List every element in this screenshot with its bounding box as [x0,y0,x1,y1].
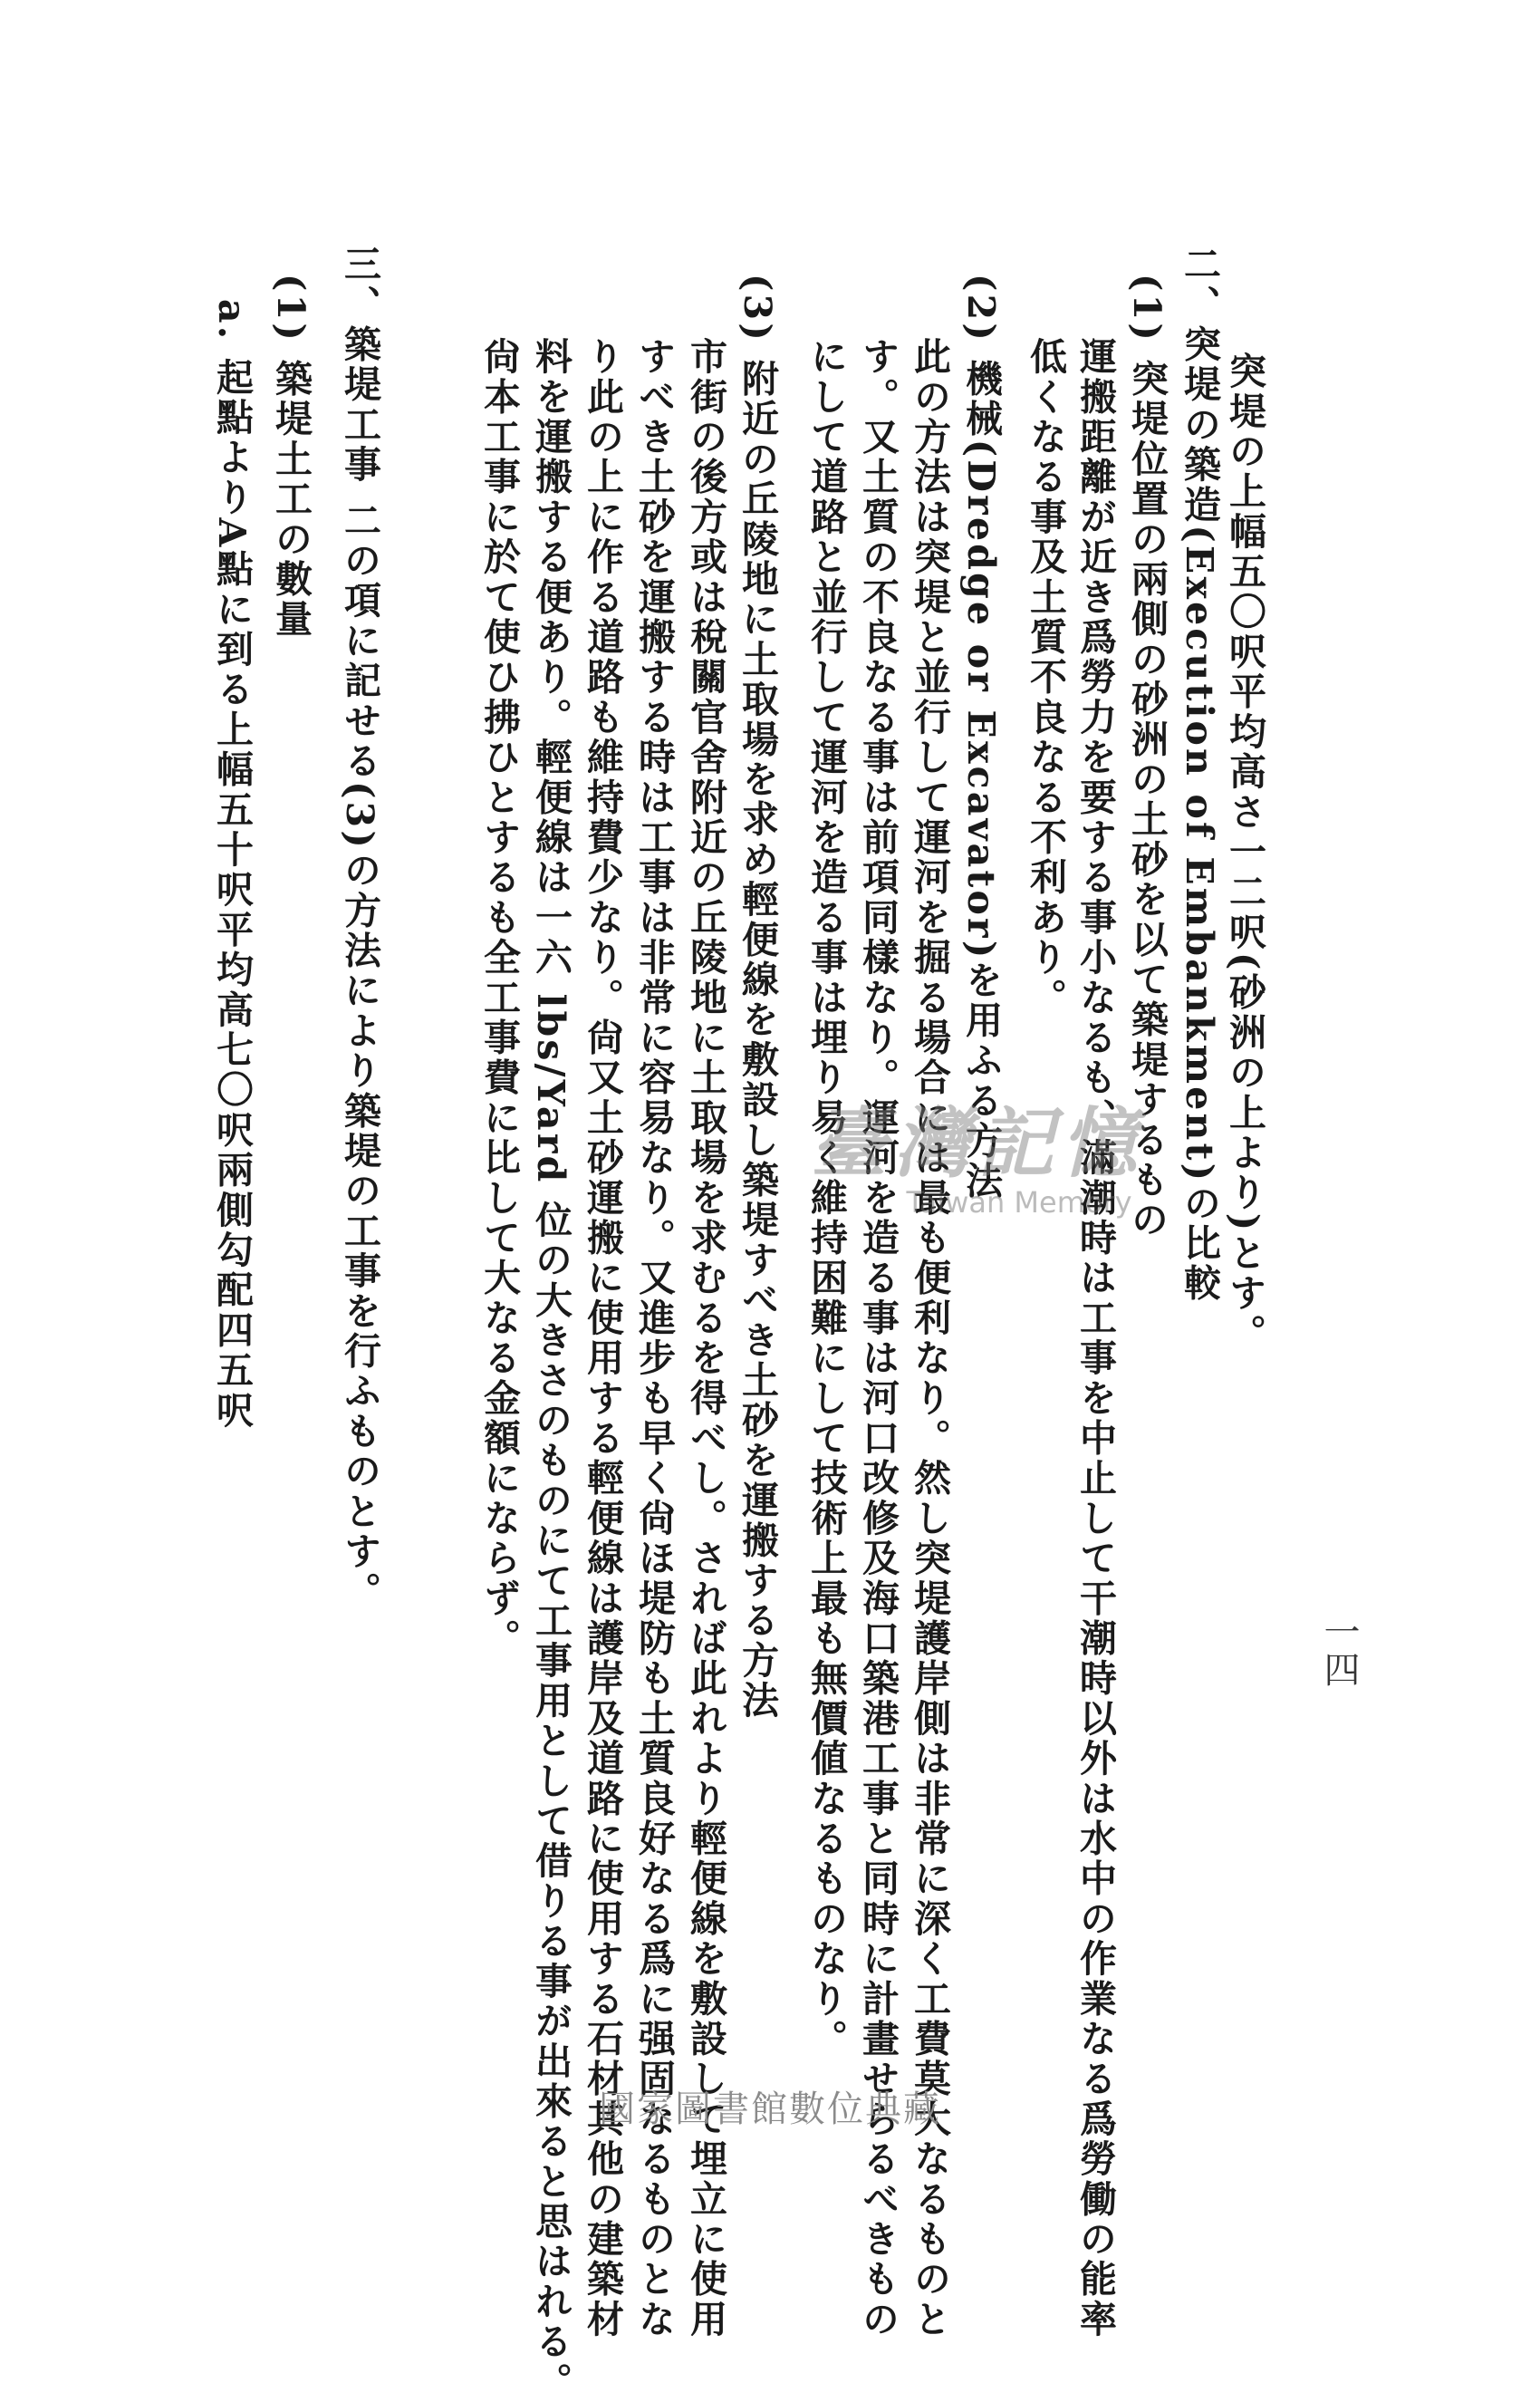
text-column-12: すべき土砂を運搬する時は工事は非常に容易なり。又進步も早く尙ほ堤防も土質良好なる爲に强固なるものとな [632,337,676,2339]
text-column-10: (3) 附近の丘陵地に土取場を求め輕便線を敷設し築堤すべき土砂を運搬する方法 [736,274,779,1722]
section-heading-2: 二、突堤の築造(Execution of Embankment)の比較 [1178,245,1221,1304]
section-heading-3: 三、築堤工事 二の項に記せる(3)の方法により築堤の工事を行ふものとす。 [338,245,381,1612]
text-column-14: 料を運搬する便あり。輕便線は一六 lbs/Yard 位の大きさのものにて工事用として借りる事が出來ると思はれる。 [529,337,573,2402]
text-column-3: (1) 突堤位置の兩側の砂洲の土砂を以て築堤するもの [1125,274,1169,1240]
text-column-18: a. 起點よりA點に到る上幅五十呎平均高七〇呎兩側勾配四五呎 [210,299,254,1431]
text-column-11: 市街の後方或は稅關官舍附近の丘陵地に土取場を求むるを得べし。されば此れより輕便線を敷設して埋立に使用 [684,337,727,2339]
watermark-logo-text: 臺灣記憶 [811,1098,1145,1188]
watermark-english-text: Taiwan Memory [906,1185,1132,1220]
footer-credit: 國家圖書館數位典藏 [599,2088,941,2130]
text-column-9: にして道路と並行して運河を造る事は埋り易く維持困難にして技術上最も無價値なるものなり。 [804,337,848,2060]
page-number: 一四 [1318,1613,1360,1689]
watermark [811,1083,1227,1255]
text-column-6: (2) 機械(Dredge or Excavator)を用ふる方法 [959,274,1003,1201]
text-column-8: す。又土質の不良なる事は前項同樣なり。運河を造る事は河口改修及海口築港工事と同時に計畫せらるべきもの [856,337,900,2339]
text-column-7: 此の方法は突堤と並行して運河を掘る場合には最も便利なり。然し突堤護岸側は非常に深く工費莫大なるものと [908,337,951,2339]
text-column-17: (1) 築堤土工の數量 [269,274,313,640]
text-column-5: 低くなる事及土質不良なる不利あり。 [1024,337,1067,1018]
text-column-1: 突堤の上幅五〇呎平均高さ一二呎(砂洲の上より)とす。 [1223,352,1266,1354]
text-column-4: 運搬距離が近き爲勞力を要する事小なるも、滿潮時は工事を中止して干潮時以外は水中の作業なる爲勞働の能率 [1073,337,1117,2339]
text-column-13: り此の上に作る道路も維持費少なり。尙又土砂運搬に使用する輕便線は護岸及道路に使用する石材其他の建築材 [581,337,624,2339]
text-column-15: 尙本工事に於て使ひ拂ひとするも全工事費に比して大なる金額にならず。 [477,337,521,1659]
